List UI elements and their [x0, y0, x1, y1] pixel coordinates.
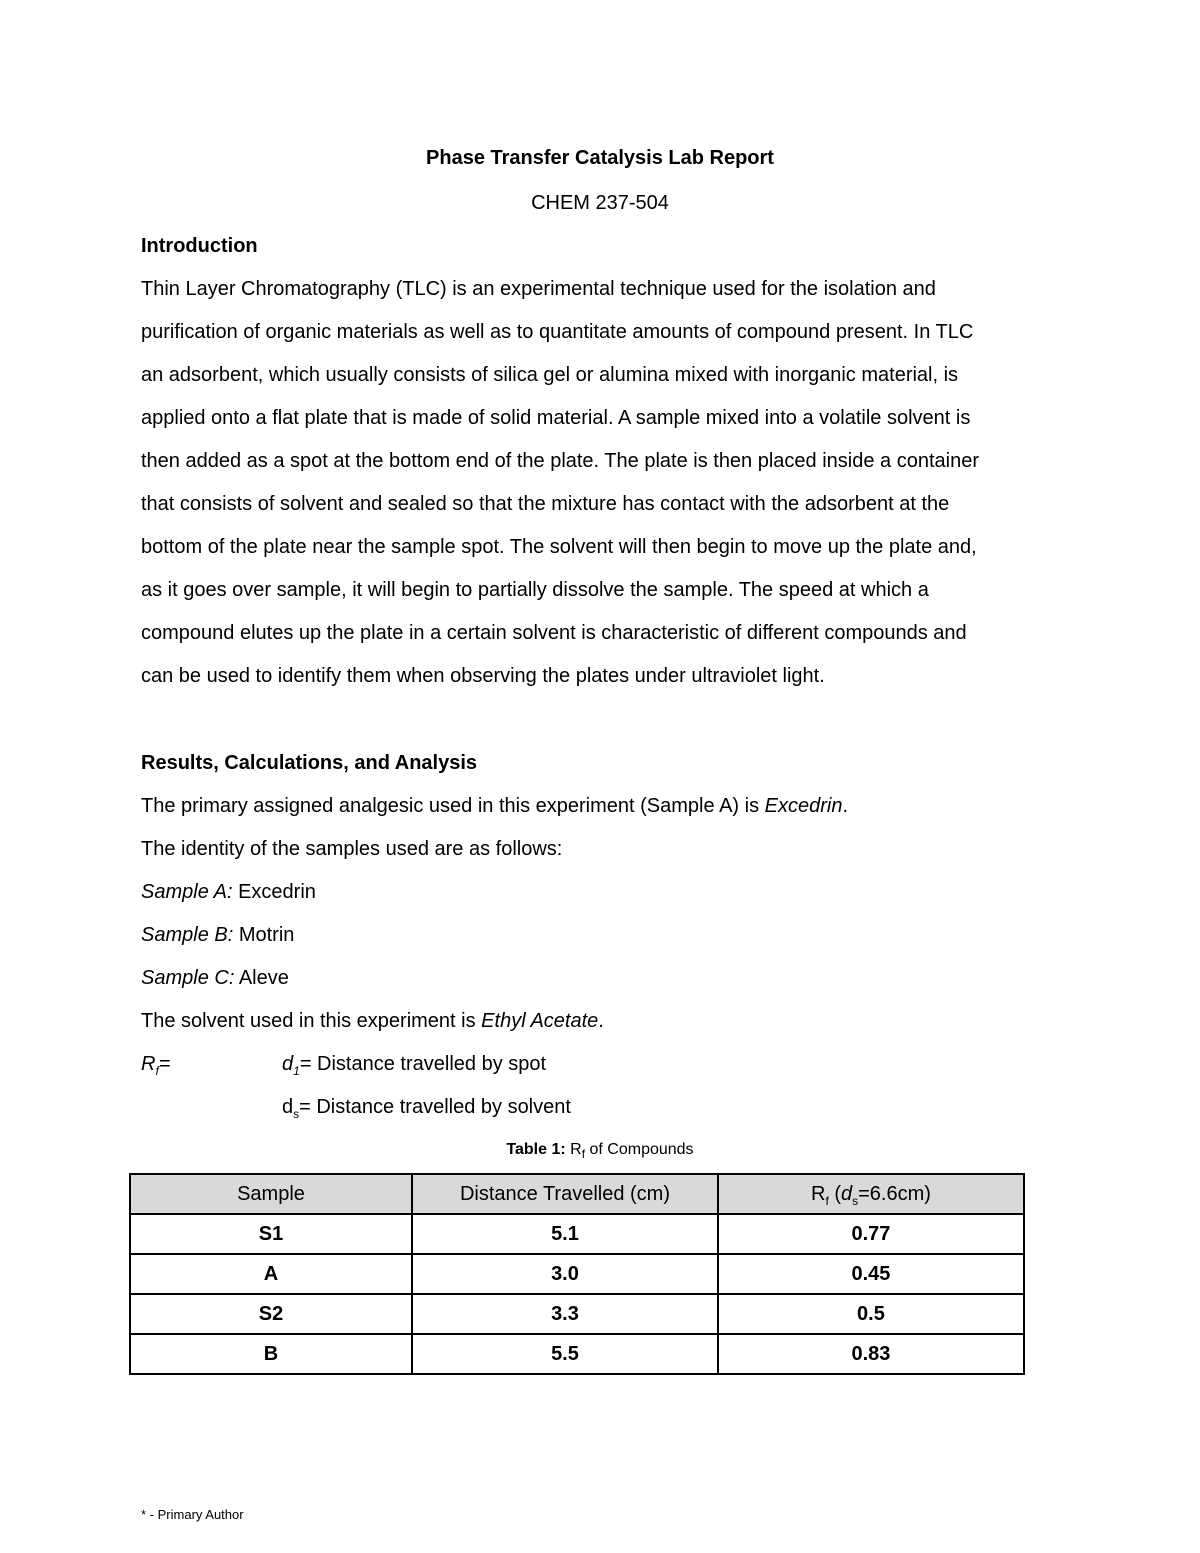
primary-suffix: .	[842, 795, 848, 817]
header-rf-d: d	[841, 1182, 853, 1205]
table-caption-subscript: f	[581, 1147, 586, 1162]
table-row	[130, 1294, 1024, 1334]
spot-distance-definition	[282, 1052, 546, 1076]
cell-rf: 0.77	[718, 1214, 1024, 1254]
rf-symbol: R	[141, 1053, 156, 1075]
header-rf	[718, 1174, 1024, 1214]
table-row	[130, 1214, 1024, 1254]
introduction-heading: Introduction	[141, 235, 258, 257]
solvent-prefix: The solvent used in this experiment is	[141, 1010, 482, 1032]
intro-line: bottom of the plate near the sample spot. The solvent will then begin to move up the plate and,	[141, 536, 977, 558]
rf-table	[129, 1173, 1025, 1375]
table-caption-symbol: R	[565, 1141, 582, 1158]
cell-sample: A	[130, 1254, 412, 1294]
intro-line: then added as a spot at the bottom end of the plate. The plate is then placed inside a container	[141, 450, 979, 472]
sample-label: Sample A:	[141, 881, 233, 903]
rf-equals: =	[158, 1053, 171, 1075]
intro-line: applied onto a flat plate that is made of solid material. A sample mixed into a volatile solvent is	[141, 407, 971, 429]
d1-symbol: d	[282, 1053, 294, 1075]
sample-line	[141, 880, 316, 904]
table-caption-label: Table 1:	[506, 1141, 566, 1158]
solvent-line	[141, 1009, 604, 1033]
ds-definition: = Distance travelled by solvent	[299, 1096, 571, 1118]
header-rf-close: =6.6cm)	[858, 1182, 931, 1205]
sample-label: Sample C:	[141, 967, 235, 989]
sample-label: Sample B:	[141, 924, 234, 946]
table-header-row	[130, 1174, 1024, 1214]
cell-sample: S2	[130, 1294, 412, 1334]
rf-subscript: f	[155, 1064, 159, 1078]
header-distance: Distance Travelled (cm)	[412, 1174, 718, 1214]
results-heading: Results, Calculations, and Analysis	[141, 752, 478, 774]
cell-distance: 5.5	[412, 1334, 718, 1374]
d1-definition: = Distance travelled by spot	[299, 1053, 547, 1075]
cell-sample: B	[130, 1334, 412, 1374]
solvent-suffix: .	[598, 1010, 604, 1032]
sample-line	[141, 923, 294, 947]
cell-rf: 0.5	[718, 1294, 1024, 1334]
intro-line: as it goes over sample, it will begin to partially dissolve the sample. The speed at which a	[141, 579, 929, 601]
sample-value: Aleve	[234, 967, 289, 989]
intro-line: compound elutes up the plate in a certain solvent is characteristic of different compounds and	[141, 622, 967, 644]
course-code: CHEM 237-504	[531, 192, 669, 214]
sample-value: Excedrin	[232, 881, 316, 903]
footnote	[141, 1507, 244, 1523]
cell-rf: 0.83	[718, 1334, 1024, 1374]
table-caption	[0, 1140, 1200, 1160]
intro-line: purification of organic materials as well as to quantitate amounts of compound present. In TLC	[141, 321, 974, 343]
intro-line: Thin Layer Chromatography (TLC) is an experimental technique used for the isolation and	[141, 278, 936, 300]
primary-analgesic-name: Excedrin	[764, 795, 843, 817]
cell-distance: 3.3	[412, 1294, 718, 1334]
header-rf-open: (	[828, 1182, 841, 1205]
footnote-marker: *	[141, 1507, 147, 1522]
ds-subscript: s	[293, 1107, 300, 1121]
table-row	[130, 1334, 1024, 1374]
document-title: Phase Transfer Catalysis Lab Report	[426, 147, 774, 169]
sample-value: Motrin	[233, 924, 295, 946]
cell-sample: S1	[130, 1214, 412, 1254]
d1-subscript: 1	[293, 1064, 300, 1078]
header-sample: Sample	[130, 1174, 412, 1214]
solvent-name: Ethyl Acetate	[481, 1010, 599, 1032]
header-rf-dsub: s	[852, 1193, 859, 1208]
table-caption-text: of Compounds	[585, 1141, 694, 1158]
header-rf-symbol: R	[810, 1182, 826, 1205]
primary-analgesic-line	[141, 794, 848, 818]
intro-line: that consists of solvent and sealed so that the mixture has contact with the adsorbent at the	[141, 493, 950, 515]
primary-prefix: The primary assigned analgesic used in this experiment (Sample A) is	[141, 795, 765, 817]
ds-symbol: d	[282, 1096, 294, 1118]
intro-line: an adsorbent, which usually consists of silica gel or alumina mixed with inorganic material, is	[141, 364, 959, 386]
intro-line: can be used to identify them when observing the plates under ultraviolet light.	[141, 665, 825, 687]
cell-distance: 3.0	[412, 1254, 718, 1294]
cell-distance: 5.1	[412, 1214, 718, 1254]
solvent-distance-definition	[282, 1095, 571, 1119]
footnote-text: - Primary Author	[146, 1507, 244, 1522]
header-rf-subscript: f	[825, 1193, 829, 1208]
rf-formula-lhs	[141, 1052, 170, 1076]
cell-rf: 0.45	[718, 1254, 1024, 1294]
sample-line	[141, 966, 289, 990]
table-row	[130, 1254, 1024, 1294]
identity-intro: The identity of the samples used are as follows:	[141, 838, 563, 860]
